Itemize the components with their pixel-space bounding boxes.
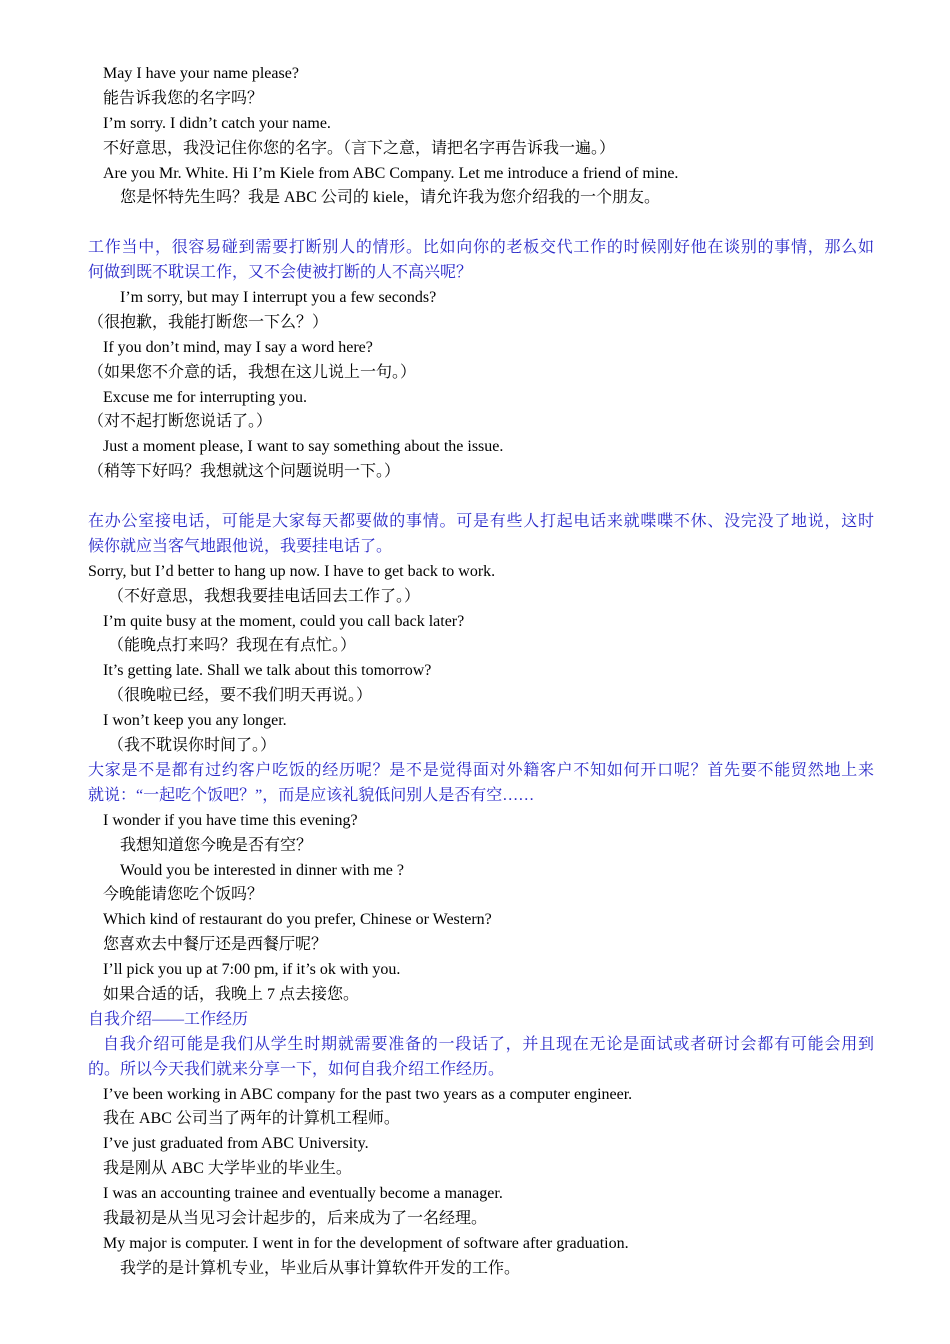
section-heading: 自我介绍——工作经历: [88, 1010, 249, 1028]
text-line: May I have your name please?: [103, 65, 299, 82]
paragraph-gap: [0, 211, 950, 236]
text-line: 我学的是计算机专业，毕业后从事计算软件开发的工作。: [120, 1259, 521, 1277]
text-line: I’m sorry. I didn’t catch your name.: [103, 114, 331, 132]
text-line: 我是刚从 ABC 大学毕业的毕业生。: [103, 1160, 352, 1178]
text-line: （稍等下好吗？我想就这个问题说明一下。）: [88, 463, 401, 481]
section-intro-line: 何做到既不耽误工作，又不会使被打断的人不高兴呢？: [88, 264, 473, 282]
paragraph-gap: [0, 485, 950, 510]
section-intro-line: 候你就应当客气地跟他说，我要挂电话了。: [88, 537, 393, 555]
text-line: 我最初是从当见习会计起步的，后来成为了一名经理。: [103, 1209, 488, 1227]
text-line: 您喜欢去中餐厅还是西餐厅呢？: [103, 936, 328, 954]
text-line: I wonder if you have time this evening?: [103, 811, 358, 829]
section-intro-line: 自我介绍可能是我们从学生时期就需要准备的一段话了，并且现在无论是面试或者研讨会都有可能会用到: [103, 1035, 874, 1053]
text-line: （不好意思，我想我要挂电话回去工作了。）: [108, 587, 421, 605]
text-line: Excuse me for interrupting you.: [103, 388, 307, 406]
text-line: Would you be interested in dinner with me ?: [120, 861, 404, 879]
text-line: If you don’t mind, may I say a word here?: [103, 338, 373, 356]
text-line: 您是怀特先生吗？我是 ABC 公司的 kiele，请允许我为您介绍我的一个朋友。: [120, 189, 660, 207]
text-line: My major is computer. I went in for the development of software after graduation.: [103, 1234, 629, 1252]
text-line: Just a moment please, I want to say something about the issue.: [103, 438, 504, 456]
text-line: （很晚啦已经，要不我们明天再说。）: [108, 687, 373, 705]
text-line: （对不起打断您说话了。）: [88, 413, 273, 431]
text-line: 不好意思，我没记住你您的名字。（言下之意，请把名字再告诉我一遍。）: [103, 139, 616, 157]
text-line: I’m sorry, but may I interrupt you a few seconds?: [120, 289, 437, 307]
text-line: 如果合适的话，我晚上 7 点去接您。: [103, 985, 360, 1003]
text-line: I was an accounting trainee and eventually become a manager.: [103, 1185, 503, 1203]
section-intro-line: 大家是不是都有过约客户吃饭的经历呢？是不是觉得面对外籍客户不知如何开口呢？首先要不能贸然地上来: [88, 761, 874, 779]
text-line: I’m quite busy at the moment, could you call back later?: [103, 612, 465, 630]
text-line: 我想知道您今晚是否有空？: [120, 836, 313, 854]
text-line: （如果您不介意的话，我想在这儿说上一句。）: [88, 363, 417, 381]
text-line: It’s getting late. Shall we talk about this tomorrow?: [103, 662, 432, 680]
text-line: 我在 ABC 公司当了两年的计算机工程师。: [103, 1110, 400, 1128]
text-line: I’ll pick you up at 7:00 pm, if it’s ok with you.: [103, 961, 401, 979]
document-page: [0, 62, 950, 1282]
text-line: Sorry, but I’d better to hang up now. I have to get back to work.: [88, 562, 496, 580]
section-intro-line: 工作当中，很容易碰到需要打断别人的情形。比如向你的老板交代工作的时候刚好他在谈别的事情，那么如: [88, 239, 874, 257]
text-line: I’ve just graduated from ABC University.: [103, 1135, 369, 1153]
text-line: （很抱歉，我能打断您一下么？）: [88, 313, 329, 331]
text-line: Are you Mr. White. Hi I’m Kiele from ABC Company. Let me introduce a friend of mine.: [103, 164, 679, 182]
text-line: （我不耽误你时间了。）: [108, 737, 277, 755]
text-line: I won’t keep you any longer.: [103, 712, 287, 730]
section-intro-line: 的。所以今天我们就来分享一下，如何自我介绍工作经历。: [88, 1060, 505, 1078]
text-line: 能告诉我您的名字吗？: [103, 89, 264, 107]
section-intro-line: 就说：“一起吃个饭吧？”，而是应该礼貌低问别人是否有空……: [88, 786, 535, 804]
text-line: Which kind of restaurant do you prefer, Chinese or Western?: [103, 911, 492, 929]
section-intro-line: 在办公室接电话，可能是大家每天都要做的事情。可是有些人打起电话来就喋喋不休、没完没了地说，这时: [88, 513, 874, 531]
text-line: （能晚点打来吗？我现在有点忙。）: [108, 637, 357, 655]
text-line: I’ve been working in ABC company for the past two years as a computer engineer.: [103, 1085, 633, 1103]
text-line: 今晚能请您吃个饭吗？: [103, 886, 264, 904]
